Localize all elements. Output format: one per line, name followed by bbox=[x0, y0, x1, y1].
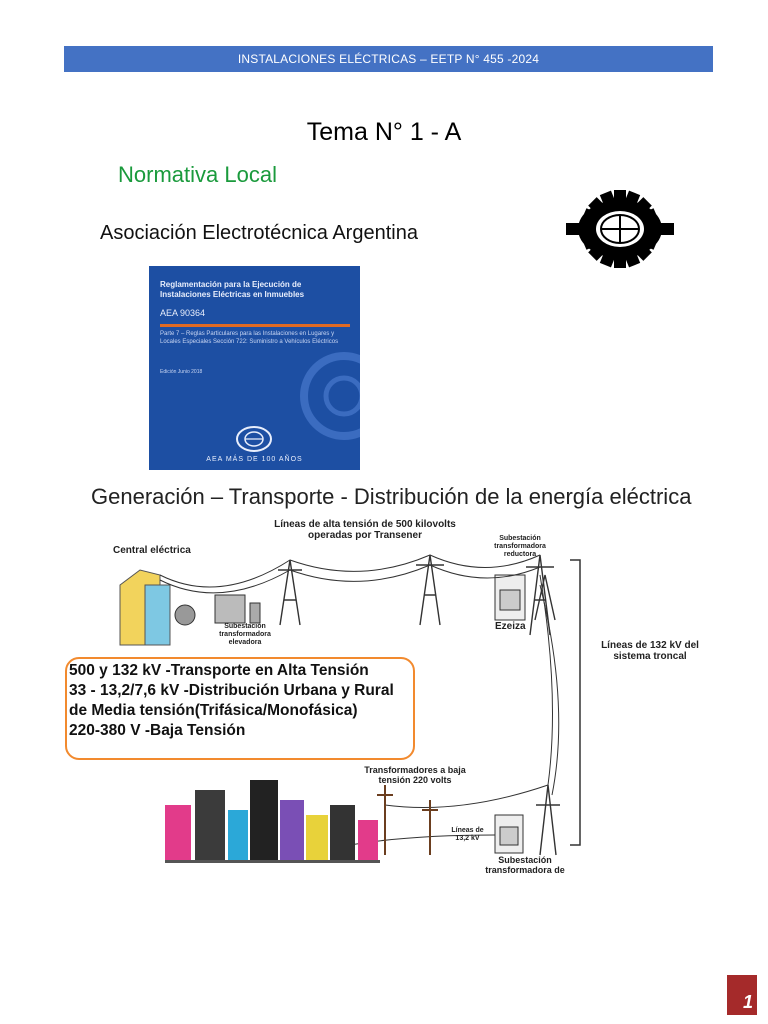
normativa-heading: Normativa Local bbox=[118, 162, 277, 187]
label-lineas-13: Líneas de 13,2 kV bbox=[451, 827, 484, 842]
book-code: AEA 90364 bbox=[160, 308, 206, 318]
label-sub-bottom: Subestación transformadora de bbox=[485, 855, 565, 875]
page-title: Tema N° 1 - A bbox=[306, 118, 462, 146]
book-subtitle: Parte 7 – Reglas Particulares para las Instalaciones en Lugares y Locales Especiales Sección 722: Suministro a Vehículos Eléctricos bbox=[160, 331, 339, 345]
page-number: 1 bbox=[742, 992, 753, 1012]
aea-book-cover bbox=[149, 266, 360, 470]
label-lineas-132: Líneas de 132 kV del sistema troncal bbox=[601, 640, 699, 662]
voltage-summary-box bbox=[65, 657, 415, 760]
book-divider bbox=[160, 324, 350, 327]
label-sub-elevadora: Subestación transformadora elevadora bbox=[219, 623, 271, 646]
label-ezeiza: Ezeiza bbox=[495, 621, 526, 632]
label-lineas-alta: Líneas de alta tensión de 500 kilovolts operadas por Transener bbox=[274, 519, 456, 541]
book-title: Reglamentación para la Ejecución de Instalaciones Eléctricas en Inmuebles bbox=[160, 280, 305, 299]
box-line: 33 - 13,2/7,6 kV -Distribución Urbana y Rural bbox=[69, 682, 394, 699]
header-text: INSTALACIONES ELÉCTRICAS – EETP N° 455 -2024 bbox=[237, 52, 540, 66]
book-footer: AEA MÁS DE 100 AÑOS bbox=[206, 456, 303, 463]
page-number-badge bbox=[727, 975, 757, 1015]
box-line: 220-380 V -Baja Tensión bbox=[69, 722, 246, 739]
asociacion-heading: Asociación Electrotécnica Argentina bbox=[100, 222, 418, 244]
header-bar bbox=[64, 46, 713, 72]
label-sub-reductora: Subestación transformadora reductora bbox=[494, 535, 546, 558]
label-transformadores: Transformadores a baja tensión 220 volts bbox=[364, 765, 466, 785]
box-line: 500 y 132 kV -Transporte en Alta Tensión bbox=[69, 662, 369, 679]
box-line: de Media tensión(Trifásica/Monofásica) bbox=[69, 702, 358, 719]
book-edition: Edición Junio 2018 bbox=[160, 369, 203, 375]
aea-logo-icon bbox=[566, 190, 674, 268]
book-emblem-icon bbox=[235, 426, 273, 452]
book-seal-icon bbox=[299, 351, 360, 441]
section-title: Generación – Transporte - Distribución de la energía eléctrica bbox=[91, 484, 692, 509]
label-central: Central eléctrica bbox=[113, 545, 191, 556]
